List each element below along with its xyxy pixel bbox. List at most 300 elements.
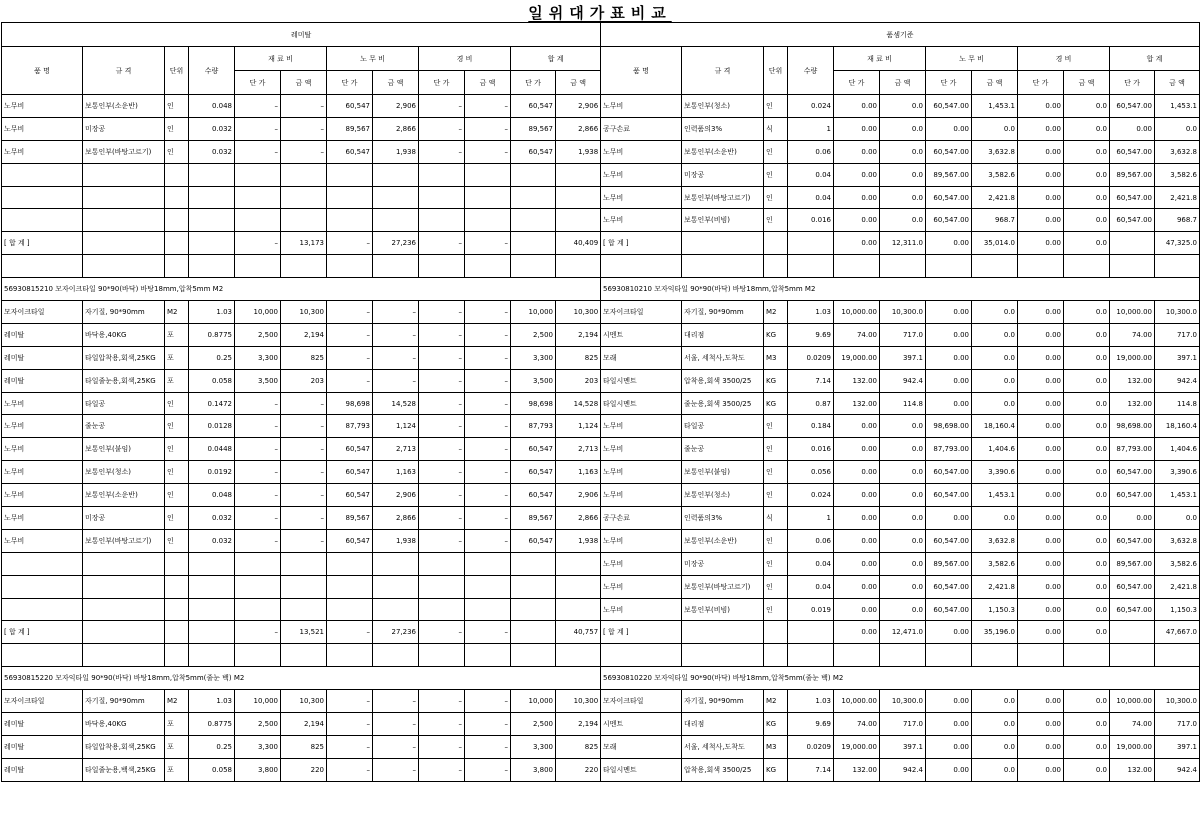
total-unit-price: 60,547.00 — [1110, 140, 1155, 163]
item-unit: 인 — [764, 186, 788, 209]
item-name — [2, 644, 83, 667]
material-amount: 13,173 — [281, 232, 327, 255]
item-spec: 서울, 세척사,도착도 — [682, 735, 764, 758]
col-spec-header: 규 격 — [682, 47, 764, 95]
material-amount — [281, 644, 327, 667]
expense-amount — [465, 163, 511, 186]
expense-unit-price — [419, 552, 465, 575]
labor-amount — [373, 552, 419, 575]
item-spec: 인력품의3% — [682, 117, 764, 140]
material-amount: 0.0 — [880, 186, 926, 209]
item-name: 레미탈 — [2, 346, 83, 369]
table-row — [2, 255, 601, 278]
item-name — [2, 552, 83, 575]
item-qty — [189, 255, 235, 278]
expense-amount: – — [465, 735, 511, 758]
unit-price-header: 단 가 — [1110, 71, 1155, 95]
item-spec: 타일공 — [83, 392, 165, 415]
expense-amount — [1064, 255, 1110, 278]
material-amount: 13,521 — [281, 621, 327, 644]
labor-unit-price: 60,547.00 — [926, 575, 972, 598]
expense-amount: 0.0 — [1064, 369, 1110, 392]
labor-unit-price: – — [327, 735, 373, 758]
item-name — [2, 575, 83, 598]
labor-unit-price: 60,547.00 — [926, 529, 972, 552]
item-unit — [764, 621, 788, 644]
table-row — [2, 713, 601, 736]
item-unit: 인 — [764, 140, 788, 163]
material-amount — [281, 598, 327, 621]
expense-amount: – — [465, 140, 511, 163]
labor-unit-price: 60,547 — [327, 438, 373, 461]
total-unit-price — [511, 575, 556, 598]
labor-unit-price — [926, 255, 972, 278]
labor-unit-price — [926, 644, 972, 667]
item-name: 모자이크타일 — [2, 301, 83, 324]
material-amount: 0.0 — [880, 95, 926, 118]
item-unit: 인 — [764, 552, 788, 575]
labor-amount: 2,866 — [373, 507, 419, 530]
expense-amount — [465, 575, 511, 598]
expense-amount: 0.0 — [1064, 598, 1110, 621]
total-amount: 1,938 — [556, 140, 601, 163]
col-total-header: 합 계 — [511, 47, 601, 71]
total-unit-price: 0.00 — [1110, 507, 1155, 530]
item-qty: 0.048 — [189, 484, 235, 507]
item-unit: KG — [764, 758, 788, 781]
item-unit: M2 — [165, 690, 189, 713]
document-title: 일위대가표비교 — [528, 4, 672, 22]
item-name: 노무비 — [601, 484, 682, 507]
material-amount: 0.0 — [880, 438, 926, 461]
item-qty: 0.25 — [189, 346, 235, 369]
labor-amount: 2,866 — [373, 117, 419, 140]
labor-amount: – — [373, 758, 419, 781]
table-row — [601, 484, 1200, 507]
total-amount: 1,150.3 — [1155, 598, 1200, 621]
material-unit-price — [235, 552, 281, 575]
expense-amount: 0.0 — [1064, 163, 1110, 186]
item-spec: 바닥용,40KG — [83, 713, 165, 736]
item-spec: 타일공 — [682, 415, 764, 438]
item-qty: 0.058 — [189, 369, 235, 392]
expense-amount: 0.0 — [1064, 415, 1110, 438]
labor-amount: 0.0 — [972, 301, 1018, 324]
item-spec — [83, 255, 165, 278]
total-amount: 1,453.1 — [1155, 95, 1200, 118]
item-spec: 타일압착용,회색,25KG — [83, 346, 165, 369]
item-qty: 0.1472 — [189, 392, 235, 415]
expense-unit-price: 0.00 — [1018, 301, 1064, 324]
item-spec — [682, 232, 764, 255]
labor-amount — [373, 644, 419, 667]
amount-header: 금 액 — [556, 71, 601, 95]
item-spec: 보통인부(소운반) — [682, 529, 764, 552]
labor-unit-price: 60,547.00 — [926, 484, 972, 507]
labor-amount — [373, 598, 419, 621]
table-row — [2, 415, 601, 438]
labor-unit-price: 60,547.00 — [926, 95, 972, 118]
material-unit-price: – — [235, 117, 281, 140]
expense-unit-price: 0.00 — [1018, 369, 1064, 392]
total-amount: 40,757 — [556, 621, 601, 644]
expense-amount: 0.0 — [1064, 117, 1110, 140]
item-name: 타일시멘트 — [601, 758, 682, 781]
amount-header: 금 액 — [880, 71, 926, 95]
total-unit-price: 19,000.00 — [1110, 346, 1155, 369]
expense-amount: – — [465, 713, 511, 736]
labor-unit-price: – — [327, 232, 373, 255]
total-unit-price: 60,547 — [511, 140, 556, 163]
expense-unit-price: – — [419, 758, 465, 781]
section-row — [601, 667, 1200, 690]
material-amount — [281, 575, 327, 598]
expense-unit-price: 0.00 — [1018, 209, 1064, 232]
item-spec — [83, 232, 165, 255]
expense-amount — [465, 209, 511, 232]
item-spec — [682, 621, 764, 644]
labor-unit-price: 89,567.00 — [926, 552, 972, 575]
material-unit-price: 3,500 — [235, 369, 281, 392]
material-amount: 0.0 — [880, 461, 926, 484]
expense-unit-price: – — [419, 484, 465, 507]
item-unit: 인 — [764, 163, 788, 186]
total-amount — [1155, 644, 1200, 667]
total-amount: 2,906 — [556, 484, 601, 507]
labor-amount: 0.0 — [972, 117, 1018, 140]
material-amount — [281, 163, 327, 186]
labor-amount: 27,236 — [373, 621, 419, 644]
labor-amount: 1,938 — [373, 529, 419, 552]
item-name: 모자이크타일 — [2, 690, 83, 713]
item-spec: 압착용,회색 3500/25 — [682, 758, 764, 781]
item-qty: 7.14 — [788, 369, 834, 392]
item-spec — [682, 644, 764, 667]
material-amount: 12,471.0 — [880, 621, 926, 644]
labor-unit-price: 87,793.00 — [926, 438, 972, 461]
item-spec: 보통인부(바탕고르기) — [83, 140, 165, 163]
labor-amount: 0.0 — [972, 758, 1018, 781]
expense-amount: – — [465, 415, 511, 438]
total-amount: 825 — [556, 735, 601, 758]
expense-unit-price — [419, 163, 465, 186]
labor-amount: 1,163 — [373, 461, 419, 484]
material-unit-price: 0.00 — [834, 621, 880, 644]
labor-unit-price: – — [327, 621, 373, 644]
material-unit-price: – — [235, 621, 281, 644]
total-unit-price: 3,800 — [511, 758, 556, 781]
expense-unit-price — [1018, 255, 1064, 278]
table-row — [2, 140, 601, 163]
total-amount: 18,160.4 — [1155, 415, 1200, 438]
material-unit-price — [235, 163, 281, 186]
expense-unit-price: 0.00 — [1018, 117, 1064, 140]
item-unit — [764, 232, 788, 255]
expense-amount: 0.0 — [1064, 621, 1110, 644]
item-unit: 포 — [165, 758, 189, 781]
total-amount — [556, 598, 601, 621]
table-row — [2, 301, 601, 324]
total-unit-price: 60,547.00 — [1110, 209, 1155, 232]
table-row — [601, 140, 1200, 163]
expense-unit-price: – — [419, 140, 465, 163]
item-spec: 보통인부(청소) — [83, 461, 165, 484]
material-unit-price — [235, 209, 281, 232]
col-total-header: 합 계 — [1110, 47, 1200, 71]
expense-unit-price: 0.00 — [1018, 95, 1064, 118]
total-unit-price: 2,500 — [511, 713, 556, 736]
table-row — [601, 713, 1200, 736]
total-unit-price: 74.00 — [1110, 713, 1155, 736]
section-code-title: 56930810220 모자익타일 90*90(바닥) 바탕18mm,압착5mm(줄눈 백) M2 — [601, 667, 1200, 690]
total-amount: 10,300.0 — [1155, 690, 1200, 713]
expense-unit-price: – — [419, 95, 465, 118]
total-amount: 3,582.6 — [1155, 552, 1200, 575]
expense-amount: – — [465, 95, 511, 118]
total-unit-price: 60,547.00 — [1110, 598, 1155, 621]
item-unit — [165, 232, 189, 255]
col-labor-header: 노 무 비 — [926, 47, 1018, 71]
material-unit-price: – — [235, 438, 281, 461]
expense-unit-price: 0.00 — [1018, 621, 1064, 644]
item-spec: 자기질, 90*90mm — [682, 301, 764, 324]
item-unit: KG — [764, 392, 788, 415]
item-unit: 식 — [764, 117, 788, 140]
material-amount: – — [281, 117, 327, 140]
col-qty-header: 수량 — [189, 47, 235, 95]
expense-unit-price: 0.00 — [1018, 461, 1064, 484]
labor-amount: 2,421.8 — [972, 186, 1018, 209]
material-unit-price — [834, 255, 880, 278]
material-amount: 942.4 — [880, 369, 926, 392]
expense-amount: – — [465, 438, 511, 461]
material-amount: 0.0 — [880, 575, 926, 598]
expense-amount: 0.0 — [1064, 758, 1110, 781]
item-qty — [189, 621, 235, 644]
labor-unit-price: 60,547 — [327, 484, 373, 507]
expense-amount — [465, 598, 511, 621]
material-amount: 397.1 — [880, 735, 926, 758]
item-spec: 자기질, 90*90mm — [83, 301, 165, 324]
labor-amount: 35,196.0 — [972, 621, 1018, 644]
material-unit-price: 3,800 — [235, 758, 281, 781]
material-unit-price: 0.00 — [834, 232, 880, 255]
expense-amount: 0.0 — [1064, 575, 1110, 598]
total-unit-price: 60,547.00 — [1110, 95, 1155, 118]
material-amount: 825 — [281, 346, 327, 369]
material-amount: 220 — [281, 758, 327, 781]
total-unit-price: 3,500 — [511, 369, 556, 392]
expense-amount — [465, 186, 511, 209]
item-spec: 미장공 — [83, 507, 165, 530]
col-material-header: 재 료 비 — [834, 47, 926, 71]
item-spec: 대리점 — [682, 323, 764, 346]
table-row — [2, 690, 601, 713]
item-qty — [189, 575, 235, 598]
material-unit-price — [235, 575, 281, 598]
material-unit-price — [834, 644, 880, 667]
table-row — [2, 117, 601, 140]
labor-amount: 0.0 — [972, 690, 1018, 713]
item-unit: 인 — [764, 575, 788, 598]
labor-unit-price: 98,698.00 — [926, 415, 972, 438]
item-name: 모래 — [601, 735, 682, 758]
expense-unit-price: 0.00 — [1018, 575, 1064, 598]
material-amount: – — [281, 95, 327, 118]
expense-unit-price: – — [419, 301, 465, 324]
item-name — [2, 255, 83, 278]
material-unit-price: 0.00 — [834, 575, 880, 598]
expense-amount: 0.0 — [1064, 713, 1110, 736]
material-amount — [880, 255, 926, 278]
expense-unit-price: – — [419, 117, 465, 140]
material-amount — [281, 255, 327, 278]
material-amount: 0.0 — [880, 209, 926, 232]
material-unit-price: – — [235, 484, 281, 507]
labor-amount: 2,906 — [373, 484, 419, 507]
item-unit — [165, 598, 189, 621]
item-spec — [83, 163, 165, 186]
amount-header: 금 액 — [1155, 71, 1200, 95]
labor-unit-price: 87,793 — [327, 415, 373, 438]
total-unit-price: 132.00 — [1110, 369, 1155, 392]
expense-amount: – — [465, 690, 511, 713]
item-name: 노무비 — [601, 598, 682, 621]
expense-unit-price: – — [419, 369, 465, 392]
item-unit: 인 — [165, 438, 189, 461]
labor-unit-price — [327, 598, 373, 621]
total-amount: 2,866 — [556, 117, 601, 140]
labor-unit-price: 60,547 — [327, 95, 373, 118]
expense-amount — [465, 644, 511, 667]
labor-amount: 1,404.6 — [972, 438, 1018, 461]
material-amount: 0.0 — [880, 507, 926, 530]
item-spec — [83, 186, 165, 209]
right-table-standard — [600, 22, 1200, 782]
table-row — [601, 392, 1200, 415]
total-unit-price — [511, 598, 556, 621]
labor-amount: – — [373, 369, 419, 392]
item-qty: 0.0209 — [788, 346, 834, 369]
item-unit — [165, 552, 189, 575]
expense-unit-price: – — [419, 415, 465, 438]
expense-amount: 0.0 — [1064, 438, 1110, 461]
expense-unit-price — [419, 209, 465, 232]
total-unit-price — [511, 644, 556, 667]
expense-amount: 0.0 — [1064, 232, 1110, 255]
material-amount: 10,300.0 — [880, 301, 926, 324]
col-labor-header: 노 무 비 — [327, 47, 419, 71]
material-amount: – — [281, 140, 327, 163]
col-name-header: 품 명 — [601, 47, 682, 95]
unit-price-header: 단 가 — [235, 71, 281, 95]
table-row — [601, 690, 1200, 713]
item-qty: 0.0192 — [189, 461, 235, 484]
material-unit-price: 132.00 — [834, 369, 880, 392]
item-name: 노무비 — [2, 140, 83, 163]
col-unit-header: 단위 — [165, 47, 189, 95]
labor-amount: 2,906 — [373, 95, 419, 118]
item-qty: 0.0209 — [788, 735, 834, 758]
expense-unit-price: 0.00 — [1018, 758, 1064, 781]
total-amount: 1,453.1 — [1155, 484, 1200, 507]
item-name: 노무비 — [601, 438, 682, 461]
material-amount: 0.0 — [880, 163, 926, 186]
material-unit-price: 19,000.00 — [834, 735, 880, 758]
material-unit-price: 132.00 — [834, 392, 880, 415]
total-amount: 203 — [556, 369, 601, 392]
total-amount — [556, 255, 601, 278]
material-unit-price: – — [235, 529, 281, 552]
labor-unit-price — [327, 209, 373, 232]
labor-unit-price: 0.00 — [926, 735, 972, 758]
item-spec: 바닥용,40KG — [83, 323, 165, 346]
total-amount: 0.0 — [1155, 117, 1200, 140]
material-amount: 717.0 — [880, 713, 926, 736]
unit-price-header: 단 가 — [926, 71, 972, 95]
labor-amount: 0.0 — [972, 369, 1018, 392]
item-spec — [83, 598, 165, 621]
item-unit: KG — [764, 323, 788, 346]
total-amount: 114.8 — [1155, 392, 1200, 415]
item-unit: M2 — [764, 301, 788, 324]
item-qty: 9.69 — [788, 713, 834, 736]
item-name: 노무비 — [2, 529, 83, 552]
total-unit-price: 132.00 — [1110, 758, 1155, 781]
expense-amount: 0.0 — [1064, 346, 1110, 369]
item-name: 노무비 — [601, 209, 682, 232]
item-spec — [83, 575, 165, 598]
expense-amount — [1064, 644, 1110, 667]
item-unit: M3 — [764, 346, 788, 369]
labor-amount: 0.0 — [972, 392, 1018, 415]
item-spec — [83, 209, 165, 232]
expense-amount — [465, 255, 511, 278]
labor-amount: – — [373, 713, 419, 736]
labor-unit-price: 0.00 — [926, 346, 972, 369]
total-unit-price: 60,547 — [511, 95, 556, 118]
labor-amount: 968.7 — [972, 209, 1018, 232]
expense-amount: 0.0 — [1064, 529, 1110, 552]
table-row — [601, 735, 1200, 758]
material-unit-price: 10,000.00 — [834, 301, 880, 324]
section-code-title: 56930815220 모자익타일 90*90(바닥) 바탕18mm,압착5mm(줄눈 백) M2 — [2, 667, 601, 690]
item-spec — [83, 621, 165, 644]
total-amount: 2,194 — [556, 323, 601, 346]
item-name: 공구손료 — [601, 117, 682, 140]
material-unit-price: – — [235, 140, 281, 163]
total-unit-price: 60,547 — [511, 484, 556, 507]
total-amount: 2,194 — [556, 713, 601, 736]
item-name: [ 합 계 ] — [2, 621, 83, 644]
item-unit: 인 — [165, 461, 189, 484]
section-row — [2, 278, 601, 301]
item-unit: M2 — [165, 301, 189, 324]
total-amount: 40,409 — [556, 232, 601, 255]
total-unit-price: 2,500 — [511, 323, 556, 346]
material-amount: 717.0 — [880, 323, 926, 346]
labor-unit-price: 0.00 — [926, 507, 972, 530]
left-table-body — [2, 23, 601, 782]
item-spec: 보통인부(붙임) — [83, 438, 165, 461]
unit-price-header: 단 가 — [327, 71, 373, 95]
material-unit-price — [235, 598, 281, 621]
item-spec: 보통인부(비빔) — [682, 209, 764, 232]
expense-amount: 0.0 — [1064, 186, 1110, 209]
material-amount: – — [281, 461, 327, 484]
expense-unit-price: – — [419, 507, 465, 530]
total-amount: 825 — [556, 346, 601, 369]
